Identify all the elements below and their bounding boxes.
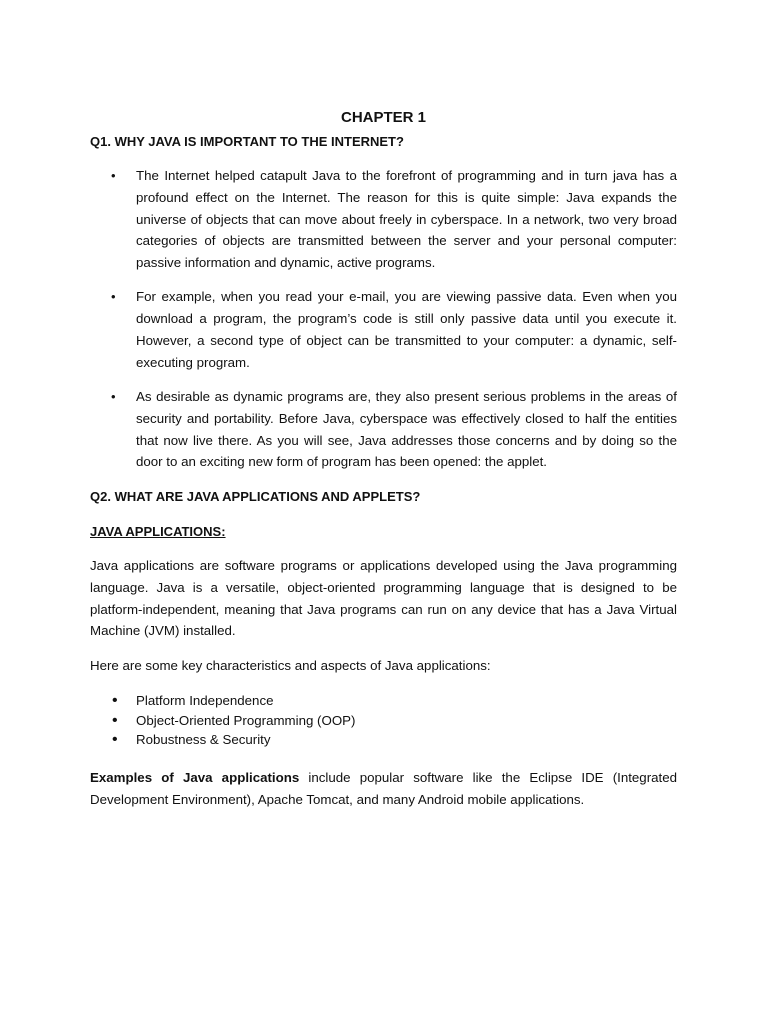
characteristics-list	[90, 691, 677, 750]
q1-bullet-list	[90, 165, 677, 486]
bullet-text: The Internet helped catapult Java to the forefront of programming and in turn java has a profound effect on the Internet. The reason for this is quite simple: Java expands the universe of objects that can move about freely in cyberspace. In a network, two very broad categories of objects are transmitted between the server and your personal computer: passive information and dynamic, active programs.	[136, 168, 677, 271]
q2-heading: Q2. WHAT ARE JAVA APPLICATIONS AND APPLETS?	[90, 489, 421, 504]
examples-bold-label: Examples of Java applications	[90, 770, 300, 785]
examples-paragraph	[90, 767, 677, 811]
list-item	[90, 730, 677, 750]
q1-heading: Q1. WHY JAVA IS IMPORTANT TO THE INTERNET?	[90, 134, 404, 149]
list-item	[90, 165, 677, 274]
java-applications-subheading: JAVA APPLICATIONS:	[90, 524, 226, 539]
bullet-icon: •	[112, 731, 118, 748]
examples-text: include popular software like the Eclipse IDE (Integrated Development Environment), Apache Tomcat, and many Android mobile applications.	[90, 770, 678, 807]
list-item	[90, 286, 677, 373]
characteristic-text: Robustness & Security	[136, 732, 271, 747]
chapter-title: CHAPTER 1	[340, 109, 426, 126]
bullet-icon: •	[111, 388, 116, 404]
bullet-icon: •	[112, 711, 118, 729]
characteristics-intro: Here are some key characteristics and aspects of Java applications:	[90, 658, 491, 673]
bullet-text: For example, when you read your e-mail, you are viewing passive data. Even when you download a program, the program’s code is still only passive data until you execute it. However, a second type of object can be transmitted to your computer: a dynamic, self-executing program.	[136, 289, 677, 370]
characteristic-text: Platform Independence	[136, 693, 274, 708]
list-item	[90, 386, 677, 473]
characteristic-text: Object-Oriented Programming (OOP)	[136, 712, 356, 728]
bullet-icon: •	[112, 692, 118, 709]
java-applications-intro: Java applications are software programs or applications developed using the Java programming language. Java is a versatile, object-oriented programming language that is designed to be platform-independent, meaning that Java programs can run on any device that has a Java Virtual Machine (JVM) installed.	[90, 558, 677, 639]
bullet-text: As desirable as dynamic programs are, they also present serious problems in the areas of security and portability. Before Java, cyberspace was effectively closed to half the entities that now live there. As you will see, Java addresses those concerns and by doing so the door to an exciting new form of program has been opened: the applet.	[136, 388, 677, 470]
bullet-icon: •	[111, 168, 116, 183]
bullet-icon: •	[111, 289, 116, 305]
list-item	[90, 691, 677, 711]
list-item	[90, 711, 677, 731]
